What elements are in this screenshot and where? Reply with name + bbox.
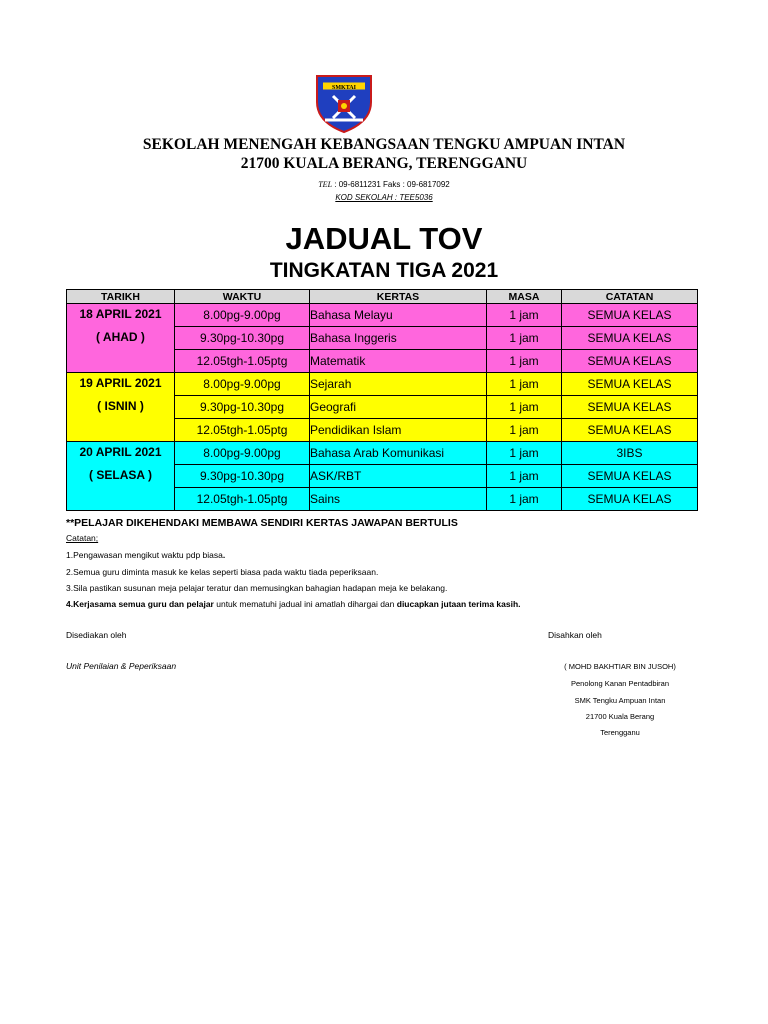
waktu-cell: 8.00pg-9.00pg (175, 442, 310, 465)
masa-cell: 1 jam (487, 488, 562, 511)
col-header-waktu: WAKTU (175, 290, 310, 304)
note-period: . (222, 550, 226, 560)
waktu-cell: 8.00pg-9.00pg (175, 304, 310, 327)
catatan-cell: SEMUA KELAS (562, 465, 698, 488)
approver-town: 21700 Kuala Berang (585, 712, 655, 721)
masa-cell: 1 jam (487, 373, 562, 396)
masa-cell: 1 jam (487, 442, 562, 465)
catatan-cell: 3IBS (562, 442, 698, 465)
note-item (66, 550, 225, 560)
kertas-cell: Bahasa Melayu (310, 304, 487, 327)
waktu-cell: 9.30pg-10.30pg (175, 327, 310, 350)
col-header-masa: MASA (487, 290, 562, 304)
exam-day: ( AHAD ) (96, 330, 145, 344)
approver-state: Terengganu (600, 728, 640, 737)
catatan-cell: SEMUA KELAS (562, 373, 698, 396)
tel-label: TEL (318, 180, 333, 189)
table-row (67, 304, 698, 327)
kertas-cell: Bahasa Inggeris (310, 327, 487, 350)
approver-title: Penolong Kanan Pentadbiran (571, 679, 669, 688)
date-cell (67, 373, 175, 442)
date-cell (67, 442, 175, 511)
exam-day: ( ISNIN ) (97, 399, 144, 413)
waktu-cell: 9.30pg-10.30pg (175, 465, 310, 488)
exam-date: 19 APRIL 2021 (79, 376, 162, 390)
logo-text: SMKTAI (332, 85, 356, 91)
table-row (67, 442, 698, 465)
note-bold-part: diucapkan jutaan terima kasih. (396, 599, 521, 609)
note-item: 3.Sila pastikan susunan meja pelajar teratur dan memusingkan bahagian hadapan meja ke belakang. (66, 583, 448, 593)
tel-fax-numbers: : 09-6811231 Faks : 09-6817092 (332, 180, 450, 189)
note-item (66, 599, 521, 609)
approved-by-label: Disahkan oleh (548, 630, 602, 640)
prepared-by-unit: Unit Penilaian & Peperiksaan (66, 661, 177, 671)
kertas-cell: ASK/RBT (310, 465, 487, 488)
school-logo (313, 72, 375, 134)
page-title: JADUAL TOV (285, 221, 483, 256)
waktu-cell: 8.00pg-9.00pg (175, 373, 310, 396)
kertas-cell: Matematik (310, 350, 487, 373)
kertas-cell: Sejarah (310, 373, 487, 396)
masa-cell: 1 jam (487, 350, 562, 373)
exam-date: 18 APRIL 2021 (79, 307, 162, 321)
kertas-cell: Bahasa Arab Komunikasi (310, 442, 487, 465)
table-row (67, 373, 698, 396)
date-cell (67, 304, 175, 373)
masa-cell: 1 jam (487, 396, 562, 419)
kertas-cell: Geografi (310, 396, 487, 419)
masa-cell: 1 jam (487, 465, 562, 488)
waktu-cell: 9.30pg-10.30pg (175, 396, 310, 419)
catatan-cell: SEMUA KELAS (562, 304, 698, 327)
exam-day: ( SELASA ) (89, 468, 152, 482)
approver-name: ( MOHD BAKHTIAR BIN JUSOH) (564, 662, 676, 671)
col-header-catatan: CATATAN (562, 290, 698, 304)
note-text: untuk mematuhi jadual ini amatlah dihargai dan (213, 599, 397, 609)
school-address: 21700 KUALA BERANG, TERENGGANU (240, 155, 528, 172)
exam-schedule-table (66, 289, 698, 511)
catatan-cell: SEMUA KELAS (562, 327, 698, 350)
answer-paper-notice: **PELAJAR DIKEHENDAKI MEMBAWA SENDIRI KERTAS JAWAPAN BERTULIS (66, 517, 458, 529)
col-header-tarikh: TARIKH (67, 290, 175, 304)
notes-label: Catatan; (66, 533, 99, 543)
catatan-cell: SEMUA KELAS (562, 419, 698, 442)
masa-cell: 1 jam (487, 419, 562, 442)
waktu-cell: 12.05tgh-1.05ptg (175, 488, 310, 511)
exam-date: 20 APRIL 2021 (79, 445, 162, 459)
masa-cell: 1 jam (487, 327, 562, 350)
catatan-cell: SEMUA KELAS (562, 488, 698, 511)
note-item: 2.Semua guru diminta masuk ke kelas seperti biasa pada waktu tiada peperiksaan. (66, 567, 379, 577)
masa-cell: 1 jam (487, 304, 562, 327)
contact-line (0, 180, 768, 189)
catatan-cell: SEMUA KELAS (562, 396, 698, 419)
kertas-cell: Pendidikan Islam (310, 419, 487, 442)
catatan-cell: SEMUA KELAS (562, 350, 698, 373)
school-code: KOD SEKOLAH : TEE5036 (335, 193, 433, 202)
col-header-kertas: KERTAS (310, 290, 487, 304)
waktu-cell: 12.05tgh-1.05ptg (175, 419, 310, 442)
prepared-by-label: Disediakan oleh (66, 630, 127, 640)
approver-school: SMK Tengku Ampuan Intan (574, 696, 666, 705)
note-bold-part: 4.Kerjasama semua guru dan pelajar (66, 599, 214, 609)
note-text: 1.Pengawasan mengikut waktu pdp biasa (66, 550, 223, 560)
school-name: SEKOLAH MENENGAH KEBANGSAAN TENGKU AMPUAN INTAN (142, 136, 626, 153)
table-header-row (67, 290, 698, 304)
page-subtitle: TINGKATAN TIGA 2021 (269, 259, 499, 282)
waktu-cell: 12.05tgh-1.05ptg (175, 350, 310, 373)
kertas-cell: Sains (310, 488, 487, 511)
